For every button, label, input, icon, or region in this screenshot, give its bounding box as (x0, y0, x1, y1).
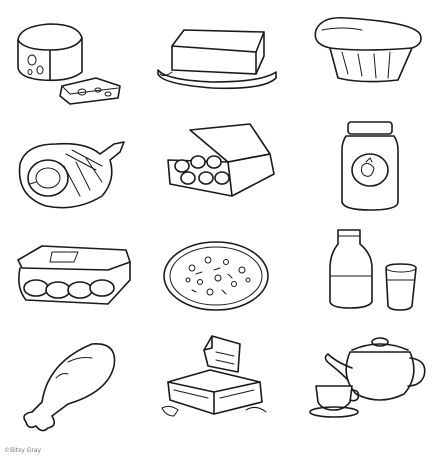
cake-slices-icon (150, 330, 280, 430)
pizza-icon (152, 232, 282, 332)
chicken-leg-icon (8, 338, 138, 438)
sausages-icon (8, 230, 138, 330)
ham-icon (6, 120, 136, 220)
teapot-cup-icon (300, 328, 430, 428)
jam-jar-icon (302, 118, 432, 218)
milk-bottle-glass-icon (302, 224, 432, 324)
cheese-icon (10, 12, 140, 112)
bread-icon (302, 8, 432, 108)
credit-text: ©Bitsy Gray (4, 447, 42, 454)
butter-icon (152, 12, 282, 112)
eggs-icon (152, 116, 282, 216)
